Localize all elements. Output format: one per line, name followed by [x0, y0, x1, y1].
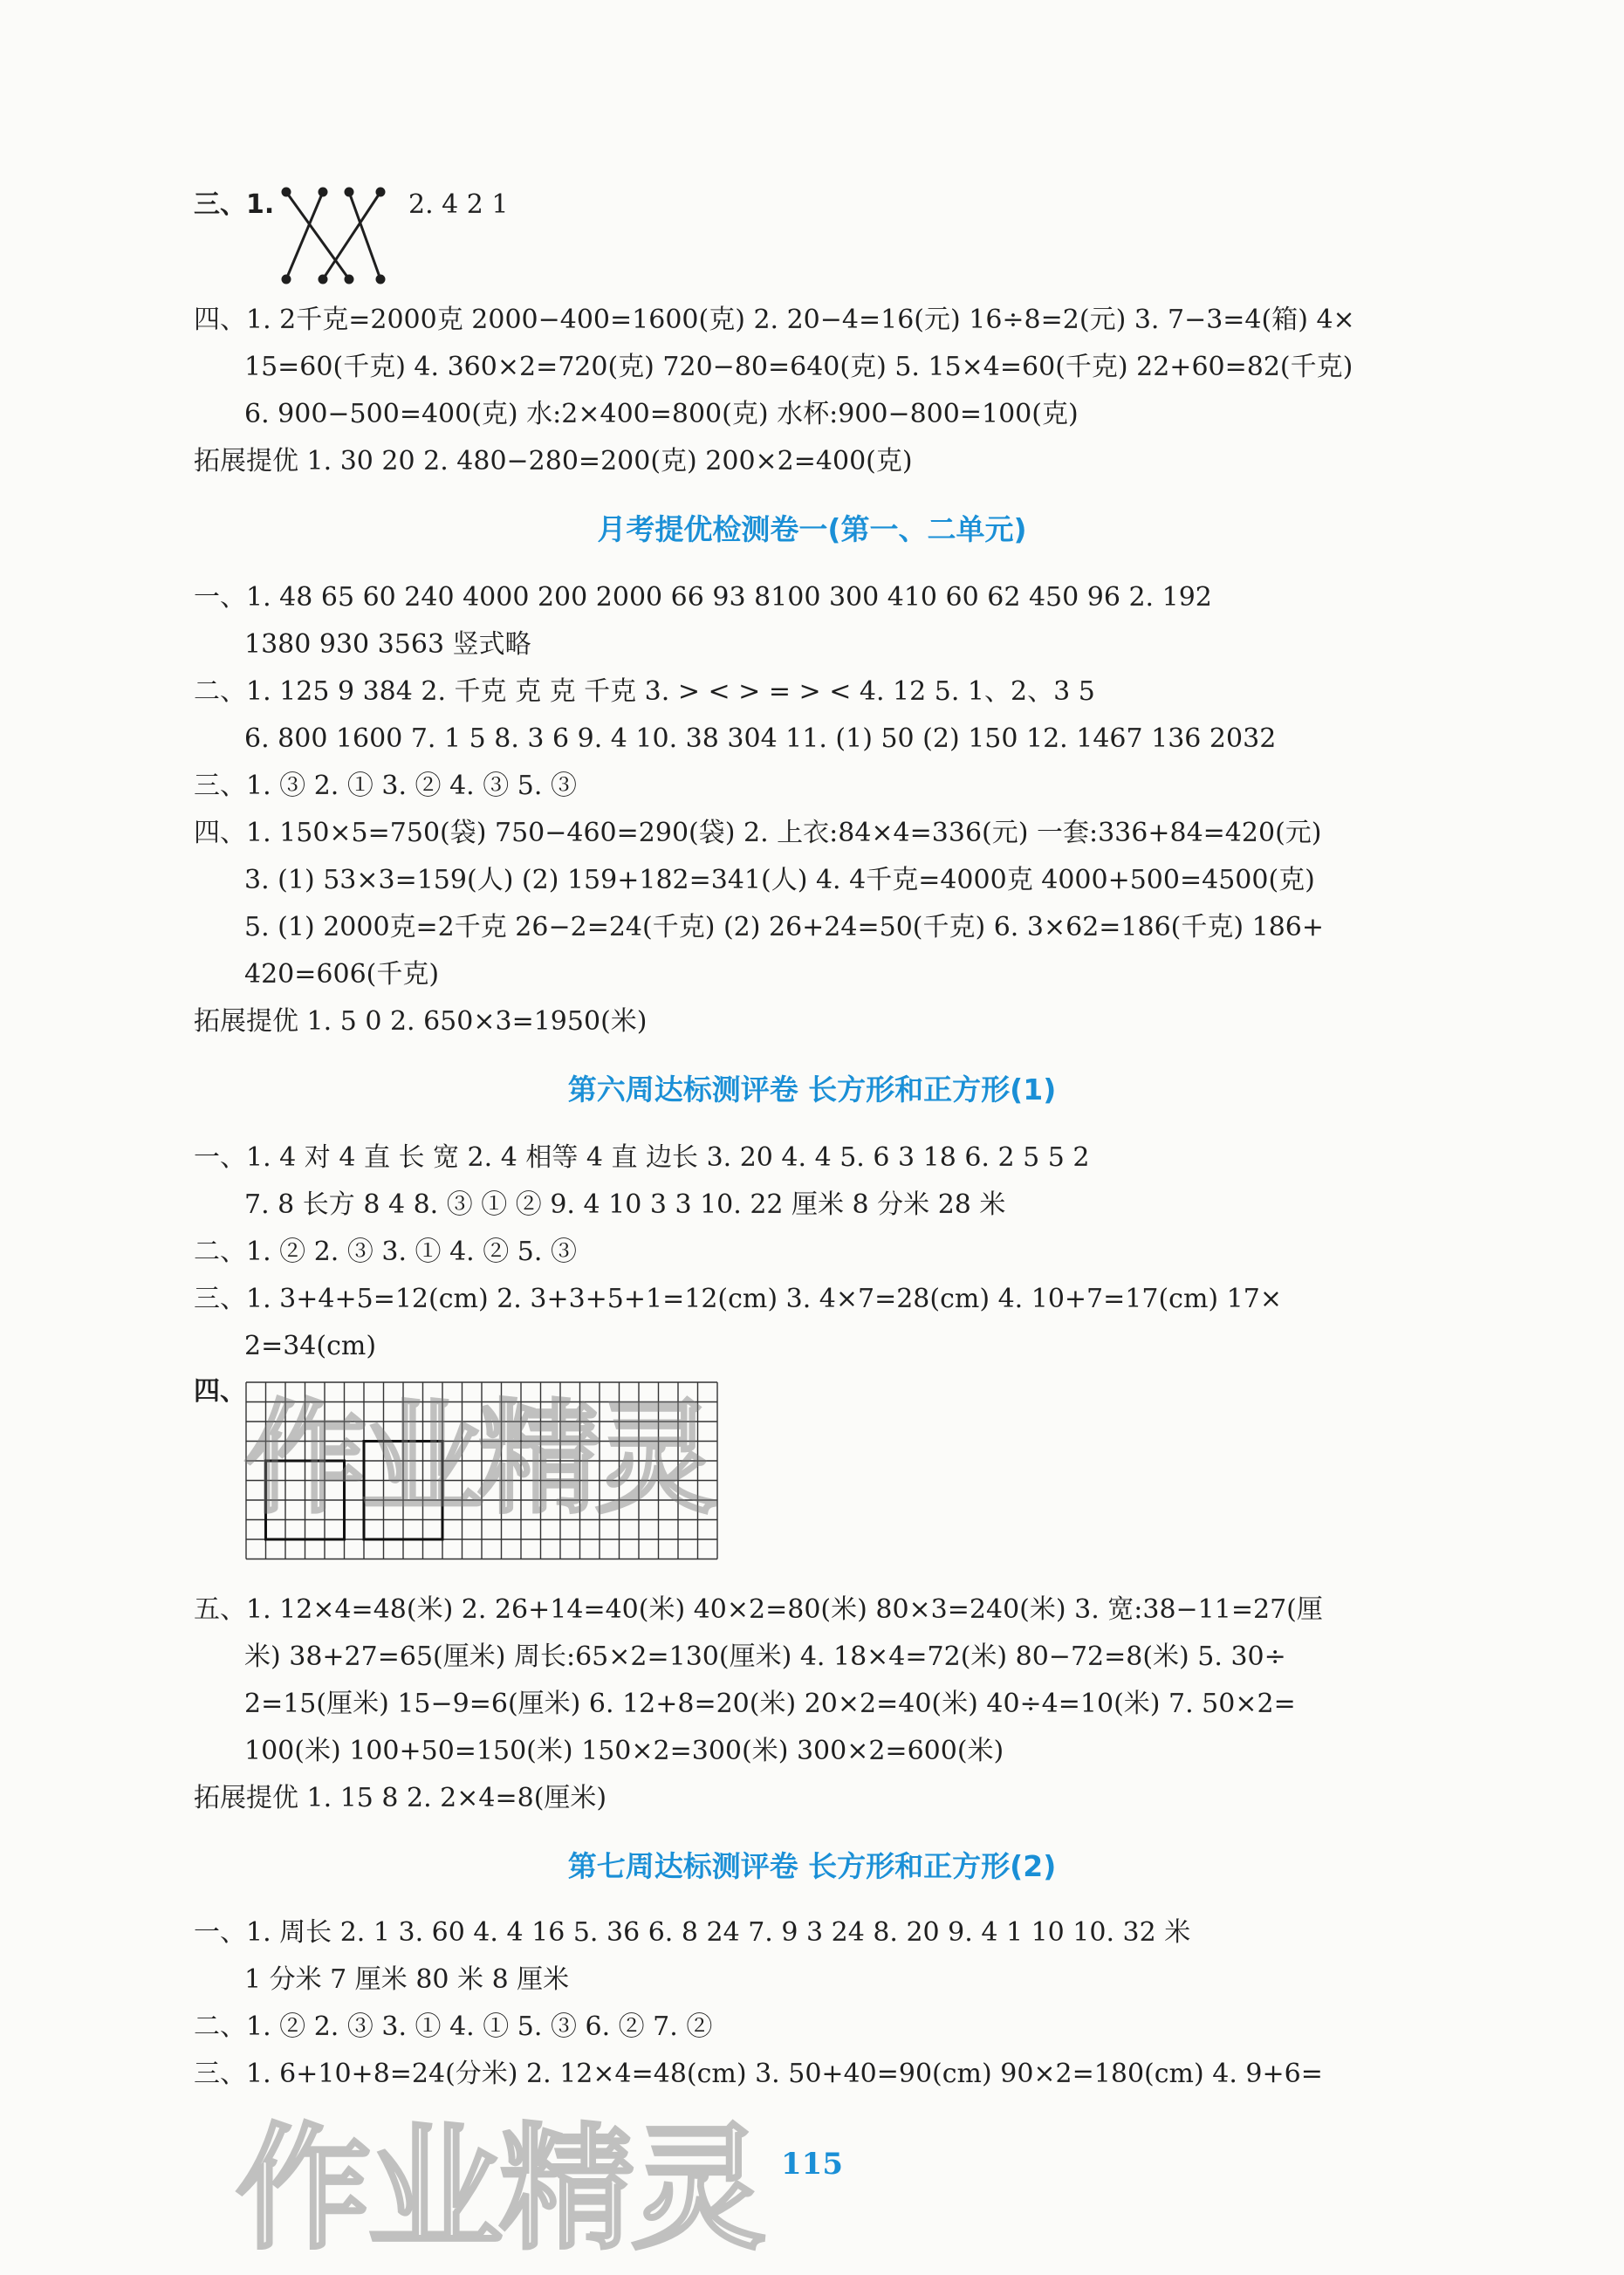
monthly-l10: 拓展提优 1. 5 0 2. 650×3=1950(米)	[194, 1006, 648, 1037]
monthly-l4: 6. 800 1600 7. 1 5 8. 3 6 9. 4 10. 38 304 11. (1) 50 (2) 150 12. 1467 136 2032	[244, 723, 1277, 754]
monthly-l2: 1380 930 3563 竖式略	[244, 629, 531, 660]
s3-label: 三、1.	[194, 189, 275, 220]
heading-monthly: 月考提优检测卷一(第一、二单元)	[597, 512, 1027, 546]
week6-l8: 米) 38+27=65(厘米) 周长:65×2=130(厘米) 4. 18×4=72(米) 80−72=8(米) 5. 30÷	[244, 1641, 1286, 1672]
monthly-l5: 三、1. ③ 2. ① 3. ② 4. ③ 5. ③	[194, 771, 577, 801]
page-number: 115	[781, 2147, 843, 2182]
week7-l3: 二、1. ② 2. ③ 3. ① 4. ① 5. ③ 6. ② 7. ②	[194, 2011, 713, 2042]
week6-l5: 2=34(cm)	[244, 1331, 377, 1361]
monthly-l3: 二、1. 125 9 384 2. 千克 克 克 千克 3. > < > = > < 4. 12 5. 1、2、3 5	[194, 676, 1095, 707]
heading-week6: 第六周达标测评卷 长方形和正方形(1)	[567, 1072, 1057, 1107]
week6-l3: 二、1. ② 2. ③ 3. ① 4. ② 5. ③	[194, 1237, 577, 1267]
week6-l4: 三、1. 3+4+5=12(cm) 2. 3+3+5+1=12(cm) 3. 4×7=28(cm) 4. 10+7=17(cm) 17×	[194, 1284, 1282, 1314]
s4-line2: 15=60(千克) 4. 360×2=720(克) 720−80=640(克) 5. 15×4=60(千克) 22+60=82(千克)	[244, 352, 1353, 382]
week6-l6-label: 四、	[194, 1376, 246, 1407]
monthly-l8: 5. (1) 2000克=2千克 26−2=24(千克) (2) 26+24=50(千克) 6. 3×62=186(千克) 186+	[244, 912, 1325, 942]
week6-l10: 100(米) 100+50=150(米) 150×2=300(米) 300×2=600(米)	[244, 1736, 1004, 1766]
watermark-top: 作业精灵	[244, 1388, 713, 1531]
monthly-l6: 四、1. 150×5=750(袋) 750−460=290(袋) 2. 上衣:84×4=336(元) 一套:336+84=420(元)	[194, 818, 1322, 848]
monthly-l9: 420=606(千克)	[244, 959, 440, 990]
week7-l1: 一、1. 周长 2. 1 3. 60 4. 4 16 5. 36 6. 8 24 7. 9 3 24 8. 20 9. 4 1 10 10. 32 米	[194, 1917, 1191, 1948]
heading-week7: 第七周达标测评卷 长方形和正方形(2)	[567, 1849, 1057, 1883]
s4-line3: 6. 900−500=400(克) 水:2×400=800(克) 水杯:900−800=100(克)	[244, 399, 1079, 429]
s4-line1: 四、1. 2千克=2000克 2000−400=1600(克) 2. 20−4=16(元) 16÷8=2(元) 3. 7−3=4(箱) 4×	[194, 305, 1355, 335]
week6-l11: 拓展提优 1. 15 8 2. 2×4=8(厘米)	[194, 1783, 607, 1813]
matching-lines-diagram	[278, 187, 391, 284]
watermark-bottom: 作业精灵	[236, 2110, 763, 2268]
week6-l7: 五、1. 12×4=48(米) 2. 26+14=40(米) 40×2=80(米) 80×3=240(米) 3. 宽:38−11=27(厘	[194, 1594, 1323, 1625]
week6-l2: 7. 8 长方 8 4 8. ③ ① ② 9. 4 10 3 3 10. 22 厘米 8 分米 28 米	[244, 1189, 1006, 1220]
week6-l9: 2=15(厘米) 15−9=6(厘米) 6. 12+8=20(米) 20×2=40(米) 40÷4=10(米) 7. 50×2=	[244, 1689, 1296, 1719]
week6-l1: 一、1. 4 对 4 直 长 宽 2. 4 相等 4 直 边长 3. 20 4. 4 5. 6 3 18 6. 2 5 5 2	[194, 1142, 1090, 1173]
week7-l4: 三、1. 6+10+8=24(分米) 2. 12×4=48(cm) 3. 50+40=90(cm) 90×2=180(cm) 4. 9+6=	[194, 2059, 1323, 2089]
s3-item2: 2. 4 2 1	[408, 189, 509, 220]
monthly-l7: 3. (1) 53×3=159(人) (2) 159+182=341(人) 4. 4千克=4000克 4000+500=4500(克)	[244, 865, 1315, 895]
monthly-l1: 一、1. 48 65 60 240 4000 200 2000 66 93 8100 300 410 60 62 450 96 2. 192	[194, 582, 1212, 613]
ext1-line: 拓展提优 1. 30 20 2. 480−280=200(克) 200×2=400(克)	[194, 446, 913, 476]
week7-l2: 1 分米 7 厘米 80 米 8 厘米	[244, 1964, 570, 1995]
